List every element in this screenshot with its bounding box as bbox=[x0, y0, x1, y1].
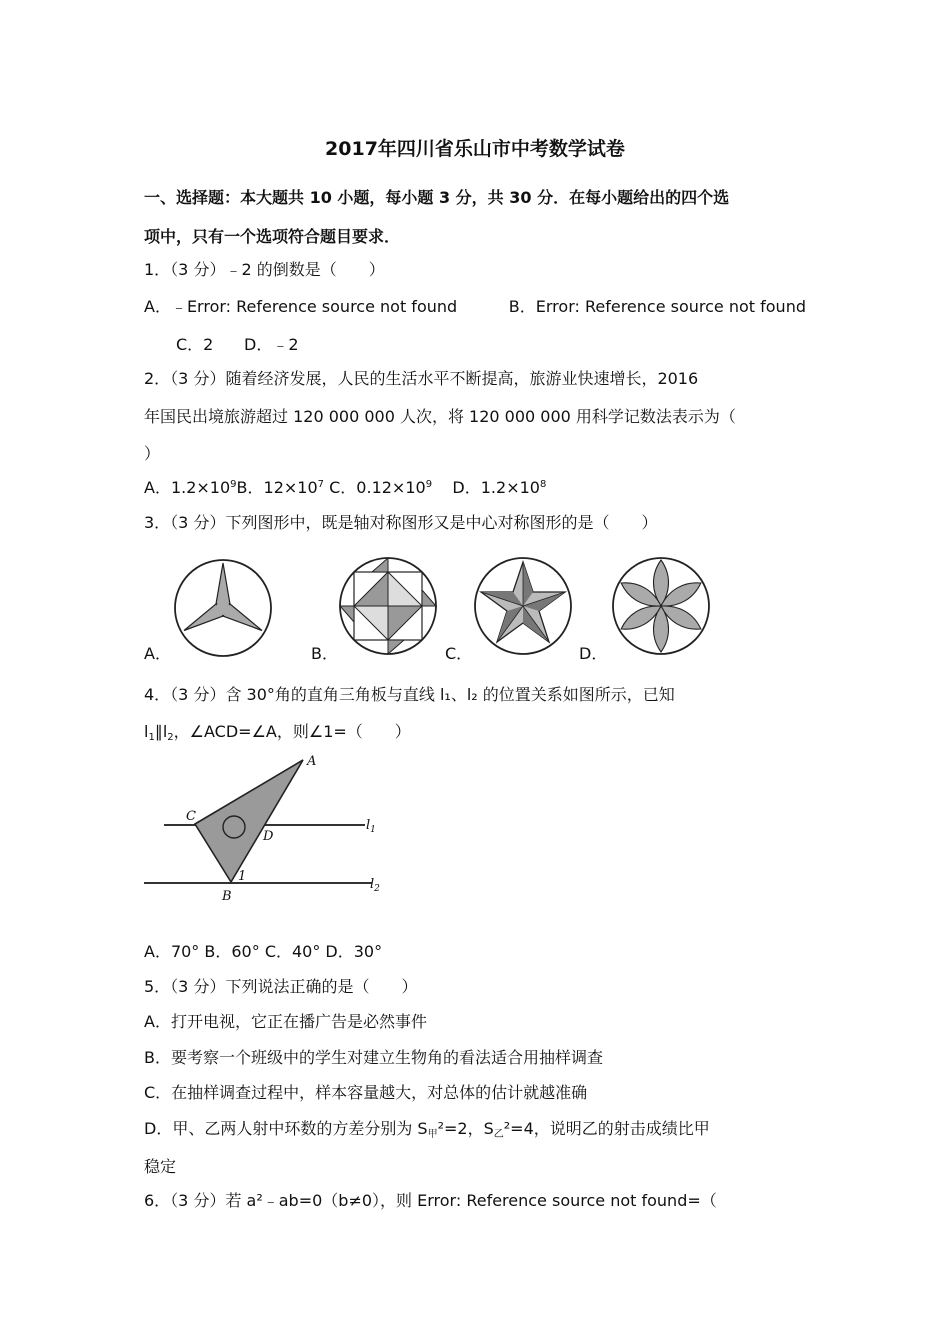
q2-stem-line2: 年国民出境旅游超过 120 000 000 人次，将 120 000 000 用科学记数法表示为（ bbox=[144, 407, 736, 426]
q5-option-d-line1: D．甲、乙两人射中环数的方差分别为 $S_甲^2=2$，$S_乙^2=4$，说明乙的射击成绩比甲 bbox=[144, 1119, 710, 1140]
q5-option-b: B．要考察一个班级中的学生对建立生物角的看法适合用抽样调查 bbox=[144, 1048, 603, 1067]
q3-option-b: B． bbox=[311, 644, 338, 663]
q3-figure-b bbox=[340, 558, 436, 654]
q5-option-a: A．打开电视，它正在播广告是必然事件 bbox=[144, 1012, 427, 1031]
q1-option-d: D．﹣2 bbox=[244, 335, 299, 354]
q3-stem: 3．（3 分）下列图形中，既是轴对称图形又是中心对称图形的是（ ） bbox=[144, 513, 658, 532]
q2-option-b: B．$12\times 10^7$ bbox=[236, 478, 325, 497]
q2-options bbox=[144, 477, 806, 499]
q2-stem-line3: ） bbox=[144, 444, 161, 463]
q4-stem-line2: $l_1\parallel l_2$，∠ACD=∠A，则∠1=（ ） bbox=[144, 722, 411, 743]
q6-stem: 6．（3 分）若 a²﹣ab=0（b≠0），则 Error: Reference source not found=（ bbox=[144, 1191, 717, 1210]
q2-option-c: C．$0.12\times 10^9$ bbox=[329, 478, 433, 497]
q3-option-a: A． bbox=[144, 644, 171, 663]
q4-label-l1: $l_1$ bbox=[366, 818, 376, 835]
q4-label-b: B bbox=[222, 889, 232, 904]
section-heading-line2: 项中，只有一个选项符合题目要求． bbox=[144, 227, 401, 246]
q1-option-c: C．2 bbox=[176, 335, 214, 354]
q3-option-c: C． bbox=[445, 644, 473, 663]
q2-stem-line1: 2．（3 分）随着经济发展，人民的生活水平不断提高，旅游业快速增长，2016 bbox=[144, 369, 699, 388]
q5-option-d-line2: 稳定 bbox=[144, 1157, 177, 1176]
q4-label-angle-1: 1 bbox=[238, 869, 247, 884]
q1-option-a: A．﹣Error: Reference source not found bbox=[144, 297, 458, 316]
section-heading-line1: 一、选择题：本大题共 10 小题，每小题 3 分，共 30 分．在每小题给出的四个选 bbox=[144, 188, 730, 207]
q1-stem: 1．（3 分）﹣2 的倒数是（ ） bbox=[144, 260, 385, 279]
q4-label-a: A bbox=[307, 754, 317, 769]
q4-label-c: C bbox=[186, 809, 196, 824]
q4-stem-line1: 4．（3 分）含 30°角的直角三角板与直线 l₁、l₂ 的位置关系如图所示，已知 bbox=[144, 685, 675, 704]
page-title: 2017年四川省乐山市中考数学试卷 bbox=[325, 138, 625, 160]
q2-option-d: D．$1.2\times 10^8$ bbox=[452, 478, 547, 497]
q1-option-b: B．Error: Reference source not found bbox=[508, 297, 806, 316]
q3-figure-c bbox=[475, 558, 571, 654]
q5-option-c: C．在抽样调查过程中，样本容量越大，对总体的估计就越准确 bbox=[144, 1083, 588, 1102]
q4-label-d: D bbox=[263, 829, 274, 844]
q3-figure-d bbox=[613, 558, 709, 654]
q3-figure-a bbox=[175, 560, 271, 656]
q4-label-l2: $l_2$ bbox=[370, 877, 380, 894]
q4-options: A．70° B．60° C．40° D．30° bbox=[144, 942, 383, 961]
q5-stem: 5．（3 分）下列说法正确的是（ ） bbox=[144, 977, 418, 996]
q1-options-row1 bbox=[144, 296, 806, 318]
q2-option-a: A．$1.2\times 10^9$ bbox=[144, 478, 237, 497]
q4-figure bbox=[140, 748, 400, 908]
q3-option-d: D． bbox=[579, 644, 608, 663]
